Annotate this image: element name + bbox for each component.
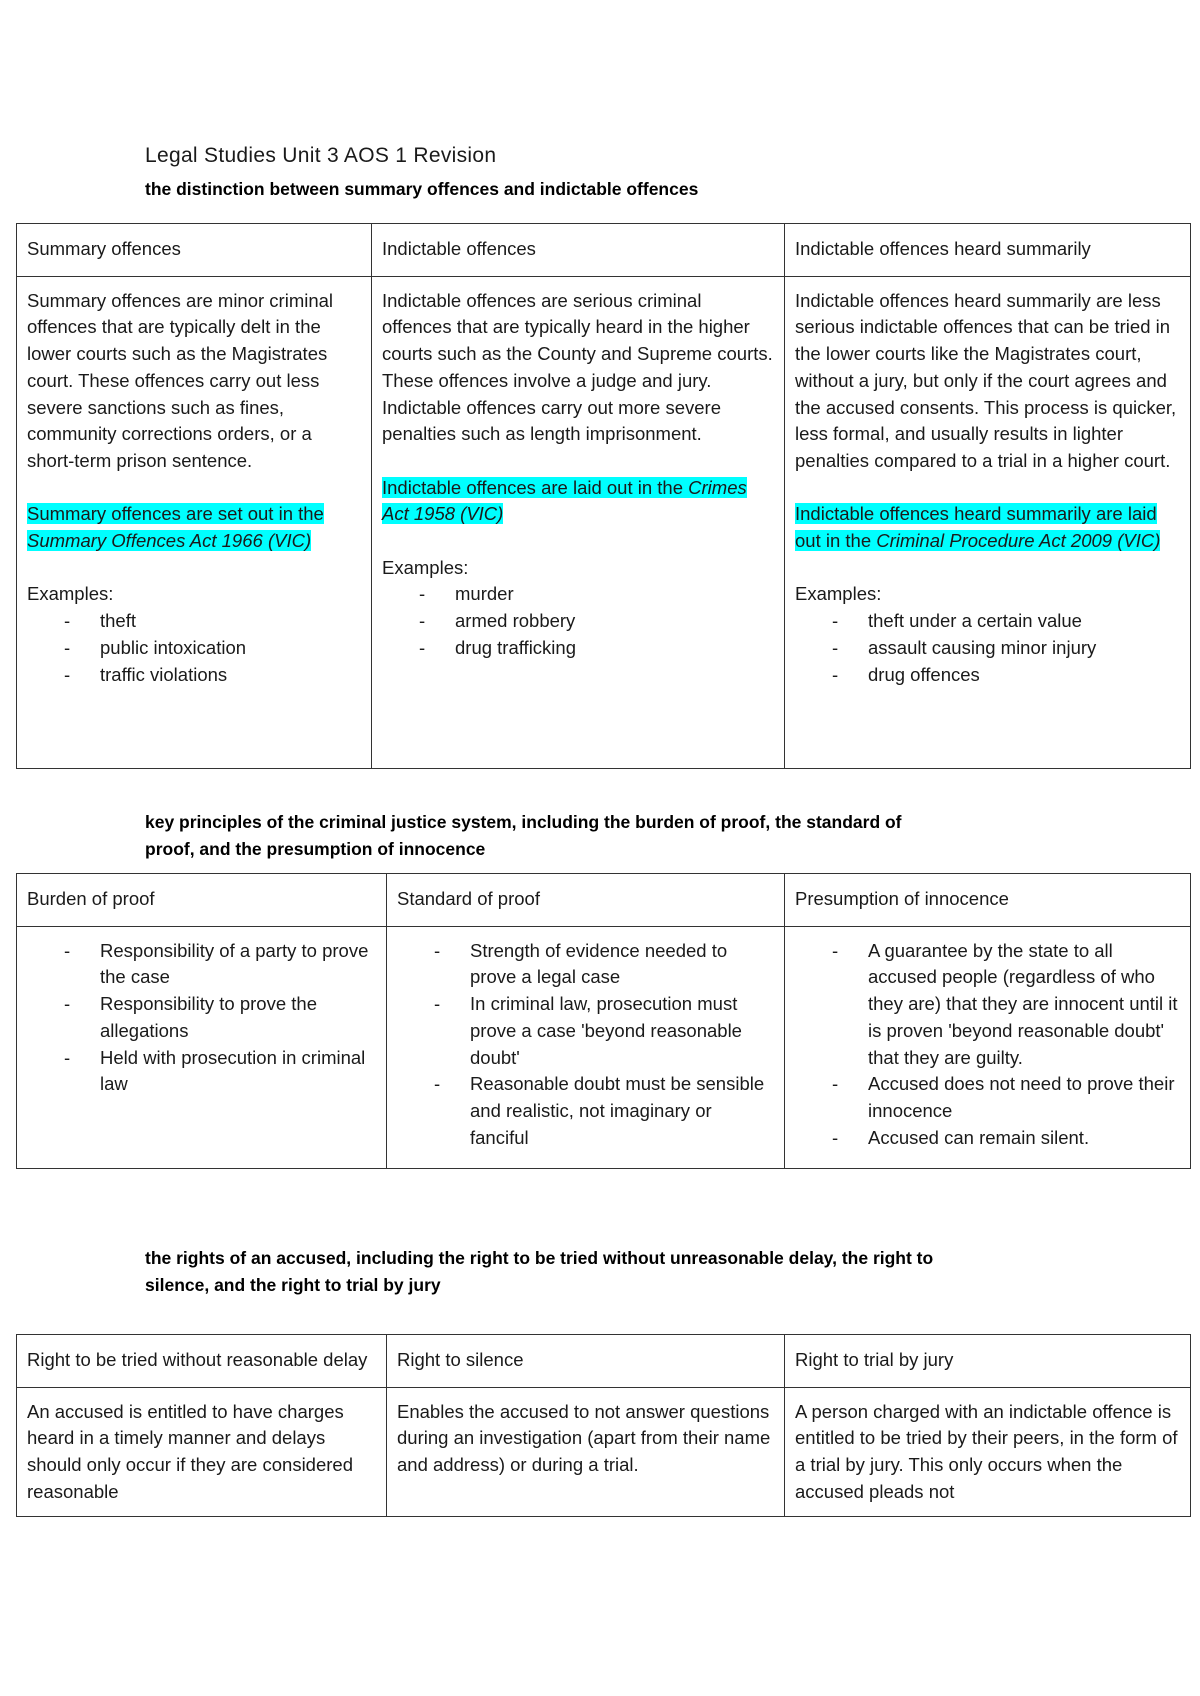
heading-line: silence, and the right to trial by jury xyxy=(145,1275,441,1295)
list-item: - Responsibility of a party to prove the case xyxy=(27,938,376,991)
indictable-source-act: Crimes Act 1958 (VIC) xyxy=(382,476,747,525)
list-item: - assault causing minor injury xyxy=(795,635,1180,662)
indictable-examples-list xyxy=(382,581,774,661)
summary-source xyxy=(27,501,361,554)
indictable-offences-cell xyxy=(372,276,785,768)
heard-summarily-source-text: Indictable offences heard summarily are laid out in the xyxy=(795,503,1157,552)
indictable-examples-label: Examples: xyxy=(382,556,469,578)
column-header-summary: Summary offences xyxy=(17,224,372,277)
section-heading-offences: the distinction between summary offences and indictable offences xyxy=(145,179,699,199)
heading-line: proof, and the presumption of innocence xyxy=(145,839,486,859)
list-item: - Reasonable doubt must be sensible and realistic, not imaginary or fanciful xyxy=(397,1071,774,1151)
list-item: - drug offences xyxy=(795,662,1180,689)
list-item: - Held with prosecution in criminal law xyxy=(27,1045,376,1098)
list-item: - armed robbery xyxy=(382,608,774,635)
summary-description: Summary offences are minor criminal offences that are typically delt in the lower courts such as the Magistrates court. These offences carry out less severe sanctions such as fines, community corrections orders, or a short-term prison sentence. xyxy=(27,289,334,471)
section-heading-rights xyxy=(145,1245,933,1299)
heading-line: key principles of the criminal justice system, including the burden of proof, the standard of xyxy=(145,812,902,832)
burden-of-proof-cell xyxy=(17,926,387,1168)
standard-list xyxy=(397,938,774,1152)
standard-of-proof-cell xyxy=(387,926,785,1168)
list-item: - theft under a certain value xyxy=(795,608,1180,635)
column-header-silence: Right to silence xyxy=(387,1335,785,1388)
burden-list xyxy=(27,938,376,1098)
list-item: - A guarantee by the state to all accused people (regardless of who they are) that they are innocent until it is proven 'beyond reasonable doubt' that they are guilty. xyxy=(795,938,1180,1072)
heard-summarily-examples-list xyxy=(795,608,1180,688)
jury-cell: A person charged with an indictable offence is entitled to be tried by their peers, in the form of a trial by jury. This only occurs when the accused pleads not xyxy=(785,1387,1191,1516)
offences-table xyxy=(16,223,1191,769)
principles-table xyxy=(16,873,1191,1169)
list-item: - Accused does not need to prove their innocence xyxy=(795,1071,1180,1124)
list-item: - In criminal law, prosecution must prove a case 'beyond reasonable doubt' xyxy=(397,991,774,1071)
rights-table xyxy=(16,1334,1191,1517)
heard-summarily-source-act: Criminal Procedure Act 2009 (VIC) xyxy=(876,530,1161,552)
summary-examples-label: Examples: xyxy=(27,583,114,605)
heard-summarily-cell xyxy=(785,276,1191,768)
indictable-source-text: Indictable offences are laid out in the xyxy=(382,476,689,498)
table-row xyxy=(17,926,1191,1168)
summary-offences-cell xyxy=(17,276,372,768)
summary-source-act: Summary Offences Act 1966 (VIC) xyxy=(27,530,312,552)
heading-line: the rights of an accused, including the right to be tried without unreasonable delay, the right to xyxy=(145,1248,934,1268)
delay-cell: An accused is entitled to have charges heard in a timely manner and delays should only occur if they are considered reasonable xyxy=(17,1387,387,1516)
silence-cell: Enables the accused to not answer questions during an investigation (apart from their name and address) or during a trial. xyxy=(387,1387,785,1516)
list-item: - Responsibility to prove the allegations xyxy=(27,991,376,1044)
column-header-presumption: Presumption of innocence xyxy=(785,874,1191,927)
column-header-burden: Burden of proof xyxy=(17,874,387,927)
table-header-row xyxy=(17,1335,1191,1388)
list-item: - Accused can remain silent. xyxy=(795,1125,1180,1152)
heard-summarily-examples-label: Examples: xyxy=(795,583,882,605)
indictable-source xyxy=(382,475,774,528)
section-heading-principles xyxy=(145,809,902,863)
column-header-standard: Standard of proof xyxy=(387,874,785,927)
column-header-jury: Right to trial by jury xyxy=(785,1335,1191,1388)
list-item: - public intoxication xyxy=(27,635,361,662)
presumption-list xyxy=(795,938,1180,1152)
document-title: Legal Studies Unit 3 AOS 1 Revision xyxy=(145,144,497,167)
heard-summarily-source xyxy=(795,501,1180,554)
summary-source-text: Summary offences are set out in the xyxy=(27,503,324,525)
summary-examples-list xyxy=(27,608,361,688)
heard-summarily-description: Indictable offences heard summarily are less serious indictable offences that can be tried in the lower courts like the Magistrates court, without a jury, but only if the court agrees and the accused consents. This process is quicker, less formal, and usually results in lighter penalties compared to a trial in a higher court. xyxy=(795,289,1177,471)
list-item: - murder xyxy=(382,581,774,608)
list-item: - drug trafficking xyxy=(382,635,774,662)
table-header-row xyxy=(17,874,1191,927)
presumption-of-innocence-cell xyxy=(785,926,1191,1168)
column-header-indictable: Indictable offences xyxy=(372,224,785,277)
column-header-heard-summarily: Indictable offences heard summarily xyxy=(785,224,1191,277)
list-item: - traffic violations xyxy=(27,662,361,689)
table-header-row xyxy=(17,224,1191,277)
list-item: - Strength of evidence needed to prove a legal case xyxy=(397,938,774,991)
indictable-description: Indictable offences are serious criminal offences that are typically heard in the higher courts such as the County and Supreme courts. These offences involve a judge and jury. Indictable offences carry out more severe penalties such as length imprisonment. xyxy=(382,289,773,445)
column-header-delay: Right to be tried without reasonable delay xyxy=(17,1335,387,1388)
table-row xyxy=(17,1387,1191,1516)
table-row xyxy=(17,276,1191,768)
list-item: - theft xyxy=(27,608,361,635)
